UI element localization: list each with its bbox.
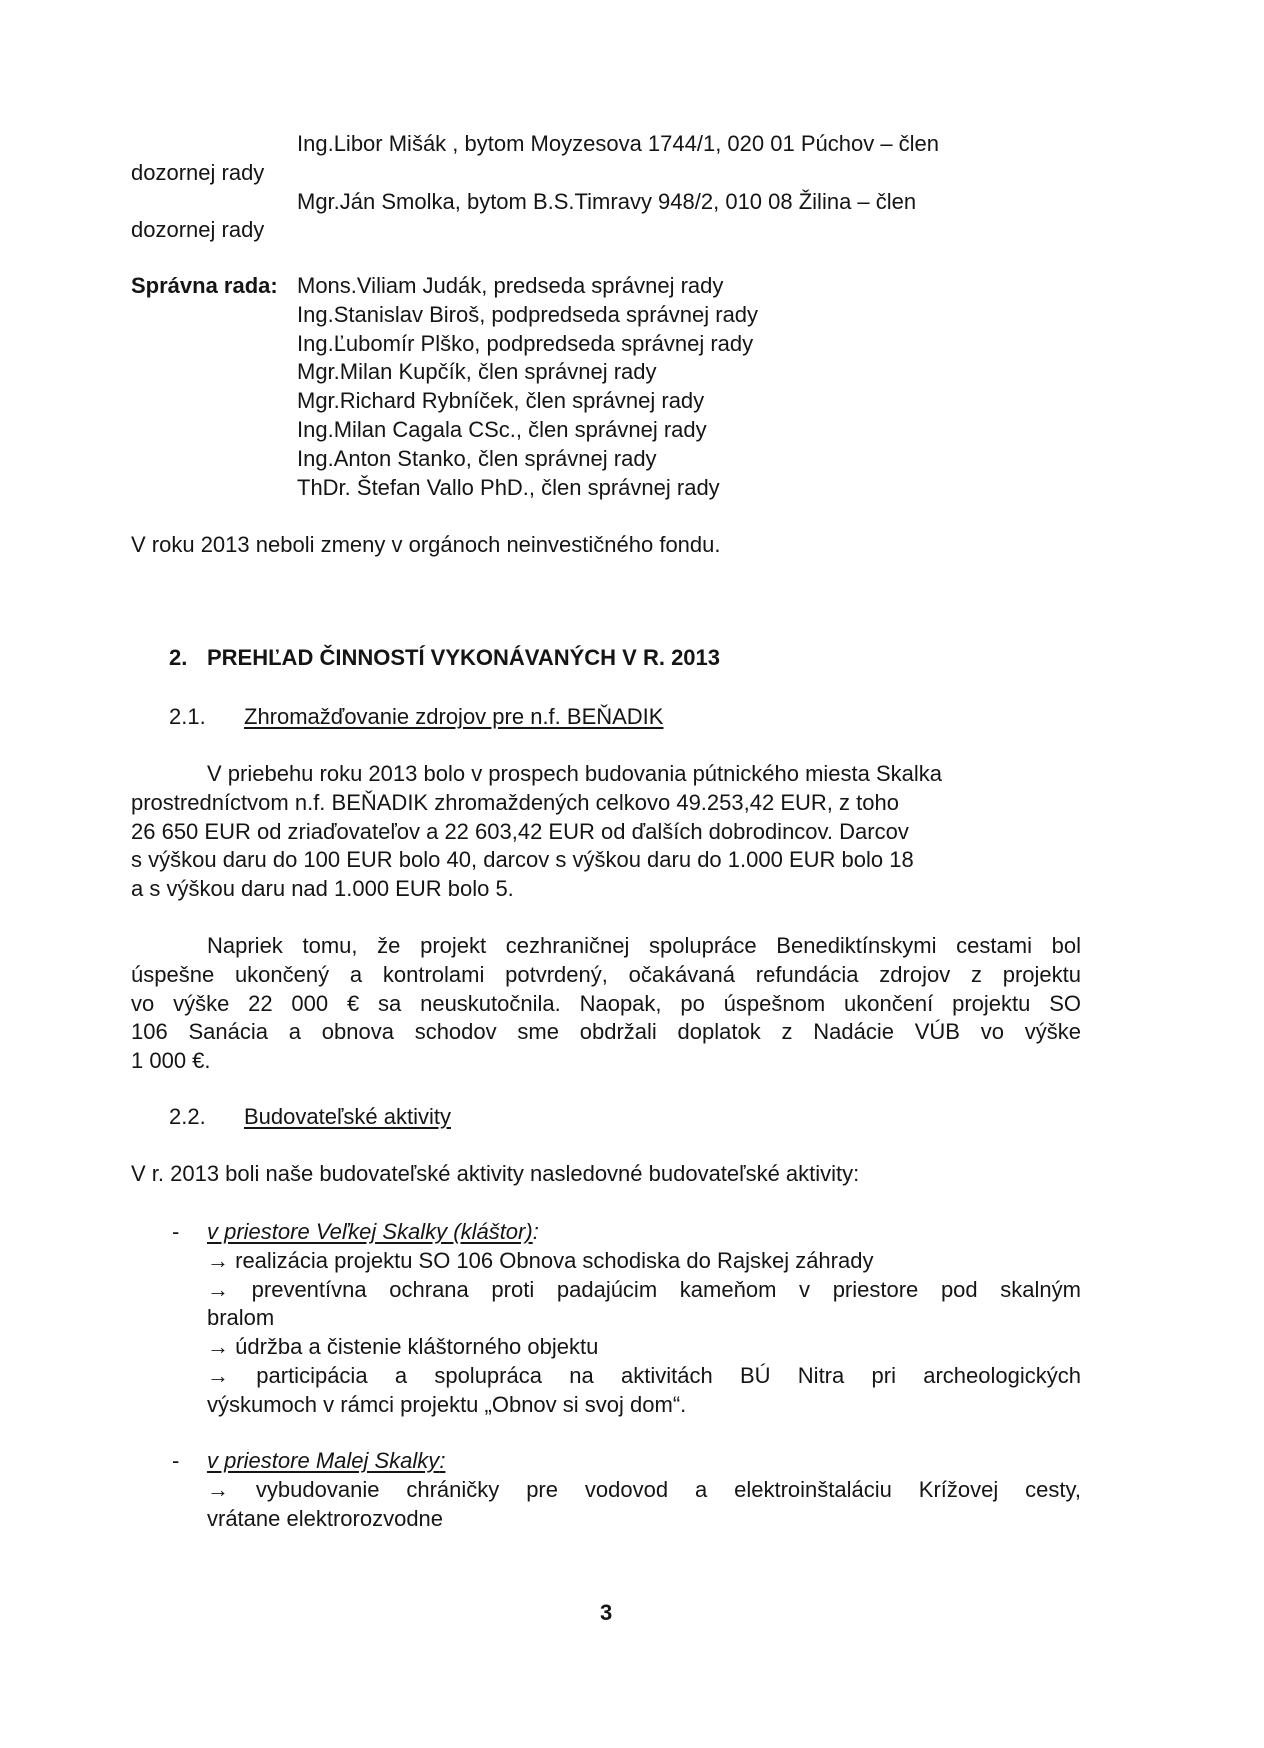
paragraph-line: 106 Sanácia a obnova schodov sme obdržali doplatok z Nadácie VÚB vo výške — [131, 1019, 1081, 1045]
no-changes-text: V roku 2013 neboli zmeny v orgánoch neinvestičného fondu. — [131, 532, 721, 557]
board-list — [131, 272, 758, 502]
board-member: Mons.Viliam Judák, predseda správnej rady — [297, 273, 724, 298]
board-member: Ing.Milan Cagala CSc., člen správnej rady — [297, 416, 707, 442]
paragraph-line: 26 650 EUR od zriaďovateľov a 22 603,42 EUR od ďalších dobrodincov. Darcov — [131, 818, 909, 844]
paragraph-line: s výškou daru do 100 EUR bolo 40, darcov s výškou daru do 1.000 EUR bolo 18 — [131, 847, 914, 873]
board-member: Ing.Anton Stanko, člen správnej rady — [297, 445, 657, 471]
paragraph-line: 1 000 €. — [131, 1048, 211, 1074]
paragraph-line: vo výške 22 000 € sa neuskutočnila. Naopak, po úspešnom ukončení projektu SO — [131, 990, 1081, 1016]
supervisory-board-list — [131, 130, 939, 245]
subsection-2-2-heading — [169, 1103, 451, 1132]
board-member: Mgr.Richard Rybníček, člen správnej rady — [297, 388, 705, 414]
supervisory-member: Ing.Libor Mišák , bytom Moyzesova 1744/1, 020 01 Púchov – člen — [297, 131, 940, 156]
paragraph-line: V priebehu roku 2013 bolo v prospech budovania pútnického miesta Skalka — [207, 761, 943, 786]
subsection-number: 2.2. — [169, 1104, 206, 1129]
section-heading — [169, 644, 721, 673]
board-member: Mgr.Milan Kupčík, člen správnej rady — [297, 359, 657, 385]
activity-group-mala-skalka: - v priestore Malej Skalky: → vybudovanie chráničky pre vodovod a elektroinštaláciu Krížovej cesty, vrátane elektrorozvodne — [172, 1447, 1081, 1533]
group-title: v priestore Veľkej Skalky (kláštor) — [207, 1219, 533, 1244]
activity-line: → participácia a spolupráca na aktivitách BÚ Nitra pri archeologických — [207, 1362, 1081, 1388]
activity-line: výskumoch v rámci projektu „Obnov si svoj dom“. — [207, 1391, 687, 1417]
paragraph-line: úspešne ukončený a kontrolami potvrdený, očakávaná refundácia zdrojov z projektu — [131, 961, 1081, 987]
paragraph-line: a s výškou daru nad 1.000 EUR bolo 5. — [131, 876, 514, 902]
subsection-number: 2.1. — [169, 704, 206, 729]
paragraph-line: prostredníctvom n.f. BEŇADIK zhromaždených celkovo 49.253,42 EUR, z toho — [131, 789, 899, 815]
supervisory-member: Mgr.Ján Smolka, bytom B.S.Timravy 948/2, 010 08 Žilina – člen — [297, 188, 917, 214]
paragraph-sources — [131, 760, 1081, 904]
board-member: ThDr. Štefan Vallo PhD., člen správnej rady — [297, 474, 720, 500]
bullet-dash: - — [172, 1448, 180, 1473]
activity-line: → vybudovanie chráničky pre vodovod a elektroinštaláciu Krížovej cesty, — [207, 1476, 1081, 1502]
board-member: Ing.Ľubomír Plško, podpredseda správnej rady — [297, 330, 754, 356]
activities-intro: V r. 2013 boli naše budovateľské aktivity nasledovné budovateľské aktivity: — [131, 1161, 860, 1186]
activity-line: → preventívna ochrana proti padajúcim kameňom v priestore pod skalným — [207, 1276, 1081, 1302]
bullet-dash: - — [172, 1219, 180, 1244]
page-number: 3 — [600, 1600, 613, 1625]
section-title: PREHĽAD ČINNOSTÍ VYKONÁVANÝCH V R. 2013 — [207, 645, 721, 670]
supervisory-member-cont: dozornej rady — [131, 217, 265, 243]
section-number: 2. — [169, 645, 188, 670]
paragraph-refund — [131, 932, 1081, 1076]
activity-line: → realizácia projektu SO 106 Obnova schodiska do Rajskej záhrady — [207, 1247, 874, 1273]
board-member: Ing.Stanislav Biroš, podpredseda správnej rady — [297, 301, 759, 327]
subsection-title: Zhromažďovanie zdrojov pre n.f. BEŇADIK — [244, 704, 664, 729]
activity-line: vrátane elektrorozvodne — [207, 1505, 444, 1531]
activity-line: → údržba a čistenie kláštorného objektu — [207, 1334, 599, 1360]
activity-line: bralom — [207, 1305, 275, 1331]
paragraph-line: Napriek tomu, že projekt cezhraničnej spolupráce Benediktínskymi cestami bol — [207, 933, 1081, 958]
subsection-title: Budovateľské aktivity — [244, 1104, 451, 1129]
activity-group-velka-skalka: - v priestore Veľkej Skalky (kláštor): → realizácia projektu SO 106 Obnova schodiska do Rajskej záhrady → preventívna ochrana proti padajúcim kameňom v priestore pod skalným bralom → údržba a čistenie kláštorného objektu → participácia a spolupráca na aktivitách BÚ Nitra pri archeologických výskumoch v rámci projektu „Obnov si svoj dom“. — [172, 1218, 1081, 1420]
supervisory-member-cont: dozornej rady — [131, 159, 265, 185]
board-label: Správna rada: — [131, 273, 278, 298]
subsection-2-1-heading — [169, 703, 664, 732]
group-title: v priestore Malej Skalky — [207, 1448, 440, 1473]
